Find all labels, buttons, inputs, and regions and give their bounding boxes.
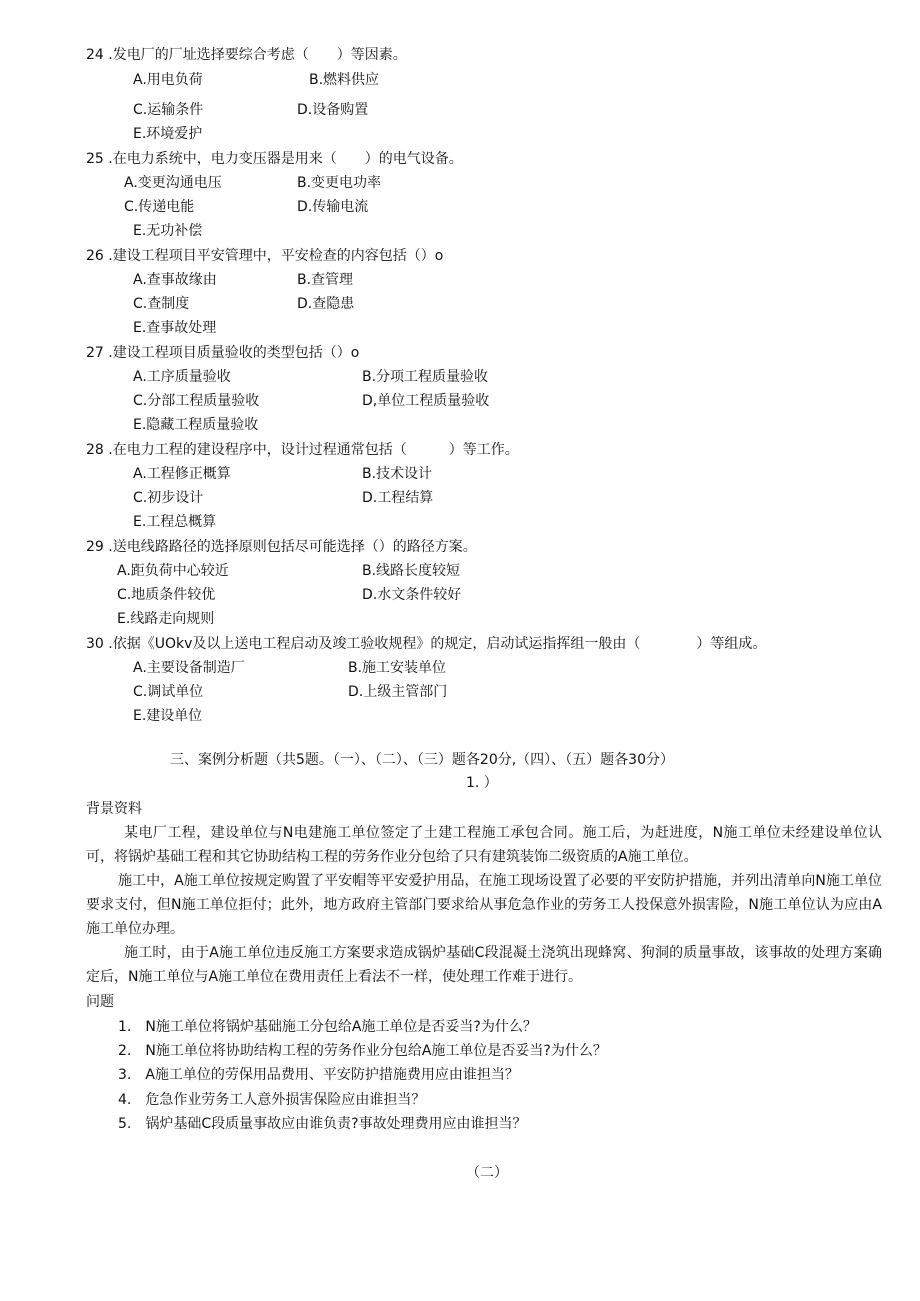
q30-option-c: C.调试单位 <box>133 684 204 700</box>
case-question-5: 5. 锅炉基础C段质量事故应由谁负责?事故处理费用应由谁担当？ <box>118 1116 527 1132</box>
q25-option-a: A.变更沟通电压 <box>124 175 222 191</box>
question-26: 26 .建设工程项目平安管理中，平安检查的内容包括（）o <box>86 248 444 264</box>
q27-option-d: D,单位工程质量验收 <box>362 393 490 409</box>
q24-option-b: B.燃料供应 <box>309 72 380 88</box>
q30-option-b: B.施工安装单位 <box>348 660 447 676</box>
question-24: 24 .发电厂的厂址选择要综合考虑（ ）等因素。 <box>86 47 407 63</box>
next-case-heading: （二） <box>466 1165 508 1181</box>
case-question-4: 4. 危急作业劳务工人意外损害保险应由谁担当？ <box>118 1092 426 1108</box>
q30-option-e: E.建设单位 <box>133 708 203 724</box>
q27-option-a: A.工序质量验收 <box>133 369 231 385</box>
q29-option-b: B.线路长度较短 <box>362 563 461 579</box>
q29-option-c: C.地质条件较优 <box>117 587 216 603</box>
q25-option-d: D.传输电流 <box>297 199 369 215</box>
question-label: 问题 <box>86 994 114 1010</box>
q27-option-e: E.隐藏工程质量验收 <box>133 417 259 433</box>
case-number: 1. ） <box>466 775 498 791</box>
q26-option-b: B.查管理 <box>297 272 354 288</box>
q28-option-a: A.工程修正概算 <box>133 466 231 482</box>
q27-option-b: B.分项工程质量验收 <box>362 369 489 385</box>
question-28: 28 .在电力工程的建设程序中，设计过程通常包括（ ）等工作。 <box>86 442 519 458</box>
q24-option-e: E.环境爱护 <box>133 126 203 142</box>
q28-option-e: E.工程总概算 <box>133 514 217 530</box>
case-question-3: 3. A施工单位的劳保用品费用、平安防护措施费用应由谁担当？ <box>118 1067 519 1083</box>
q29-option-e: E.线路走向规则 <box>117 611 215 627</box>
q29-option-a: A.距负荷中心较近 <box>117 563 229 579</box>
background-paragraph-1: 某电厂工程，建设单位与N电建施工单位签定了土建工程施工承包合同。施工后，为赶进度，N施工单位未经建设单位认可，将锅炉基础工程和其它协助结构工程的劳务作业分包给了只有建筑装饰二级资质的A施工单位。 <box>86 825 882 865</box>
q25-option-b: B.变更电功率 <box>297 175 382 191</box>
q30-option-a: A.主要设备制造厂 <box>133 660 245 676</box>
q24-option-d: D.设备购置 <box>297 102 369 118</box>
q27-option-c: C.分部工程质量验收 <box>133 393 260 409</box>
q28-option-d: D.工程结算 <box>362 490 434 506</box>
section-title: 三、案例分析题（共5题。（一）、（二）、（三）题各20分,（四）、（五）题各30分） <box>170 752 674 768</box>
q25-option-e: E.无功补偿 <box>133 223 203 239</box>
question-29: 29 .送电线路路径的选择原则包括尽可能选择（）的路径方案。 <box>86 539 477 555</box>
q30-option-d: D.上级主管部门 <box>348 684 448 700</box>
q28-option-c: C.初步设计 <box>133 490 204 506</box>
q26-option-c: C.查制度 <box>133 296 190 312</box>
case-question-2: 2. N施工单位将协助结构工程的劳务作业分包给A施工单位是否妥当?为什么？ <box>118 1043 607 1059</box>
question-25: 25 .在电力系统中，电力变压器是用来（ ）的电气设备。 <box>86 151 463 167</box>
question-30: 30 .依据《UOkv及以上送电工程启动及竣工验收规程》的规定，启动试运指挥组一般由（ ）等组成。 <box>86 636 767 652</box>
q26-option-e: E.查事故处理 <box>133 320 217 336</box>
case-question-1: 1. N施工单位将锅炉基础施工分包给A施工单位是否妥当?为什么？ <box>118 1019 537 1035</box>
q25-option-c: C.传递电能 <box>124 199 195 215</box>
background-label: 背景资料 <box>86 801 142 817</box>
q26-option-a: A.查事故缘由 <box>133 272 217 288</box>
background-paragraph-2: 施工中，A施工单位按规定购置了平安帽等平安爱护用品，在施工现场设置了必要的平安防护措施，并列出清单向N施工单位要求支付，但N施工单位拒付；此外，地方政府主管部门要求给从事危急作业的劳务工人投保意外损害险，N施工单位认为应由A施工单位办理。 <box>86 873 882 937</box>
q26-option-d: D.查隐患 <box>297 296 355 312</box>
background-paragraph-3: 施工时，由于A施工单位违反施工方案要求造成锅炉基础C段混凝土浇筑出现蜂窝、狗洞的质量事故，该事故的处理方案确定后，N施工单位与A施工单位在费用责任上看法不一样，使处理工作难于进行。 <box>86 945 882 985</box>
question-27: 27 .建设工程项目质量验收的类型包括（）o <box>86 345 360 361</box>
q28-option-b: B.技术设计 <box>362 466 433 482</box>
q24-option-a: A.用电负荷 <box>133 72 203 88</box>
q24-option-c: C.运输条件 <box>133 102 204 118</box>
q29-option-d: D.水文条件较好 <box>362 587 462 603</box>
